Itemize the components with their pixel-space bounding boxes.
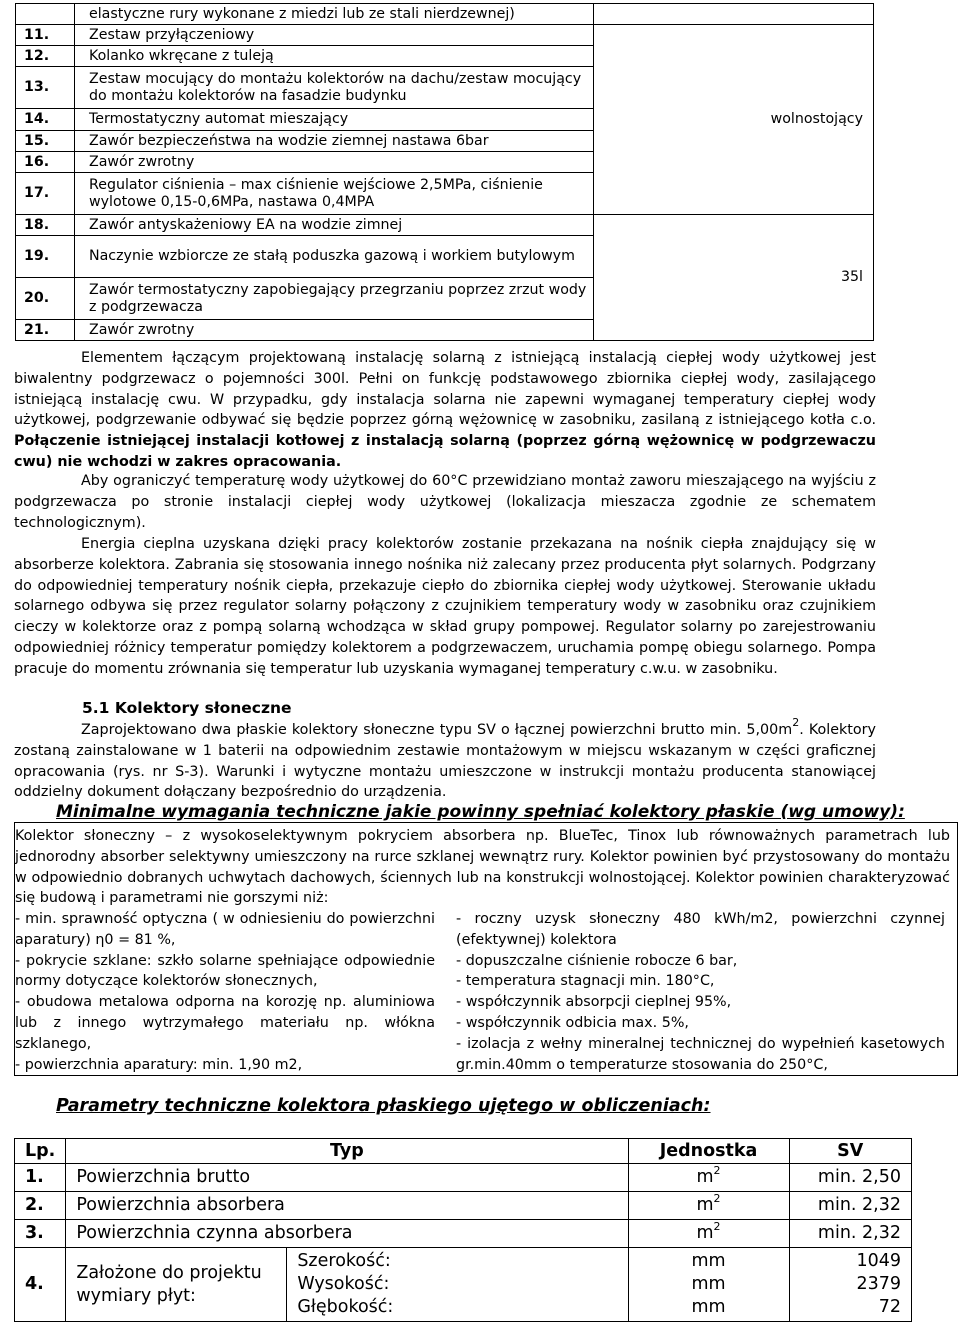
requirements-box bbox=[14, 822, 958, 1076]
dim-name: Głębokość: bbox=[297, 1297, 394, 1317]
row-description: elastyczne rury wykonane z miedzi lub ze stali nierdzewnej) bbox=[75, 4, 594, 25]
list-item: - pokrycie szklane: szkło solarne spełniające odpowiednie normy dotyczące kolektorów słonecznych, bbox=[15, 952, 435, 990]
row-number: 14. bbox=[16, 109, 75, 131]
parameters-heading: Parametry techniczne kolektora płaskiego ujętego w obliczeniach: bbox=[56, 1096, 711, 1116]
table-row bbox=[15, 1164, 912, 1192]
row-number: 17. bbox=[16, 173, 75, 215]
row-unit bbox=[628, 1220, 789, 1248]
header-jednostka: Jednostka bbox=[628, 1139, 789, 1164]
unit-text: m bbox=[696, 1223, 714, 1243]
equipment-list-table bbox=[15, 3, 874, 341]
row-sv: min. 2,32 bbox=[789, 1192, 911, 1220]
table-row bbox=[16, 215, 874, 236]
row-typ: Założone do projektu wymiary płyt: bbox=[66, 1248, 287, 1322]
vessel-value bbox=[594, 215, 874, 341]
requirements-heading: Minimalne wymagania techniczne jakie powinny spełniać kolektory płaskie (wg umowy): bbox=[56, 802, 905, 822]
requirements-intro: Kolektor słoneczny – z wysokoselektywnym pokryciem absorbera np. BlueTec, Tinox lub równoważnych parametrach lub jednorodny absorber selektywny umieszczony na rurce szklanej wewnątrz rury. Kolektor powinien być przystosowany do montażu w odpowiednio dobranych uchwytach dachowych, ściennych lub na konstrukcji wolnostojącej. Kolektor powinien charakteryzować się budową i parametrami nie gorszymi niż: bbox=[15, 828, 950, 907]
superscript: 2 bbox=[713, 1192, 721, 1205]
row-number: 20. bbox=[16, 278, 75, 320]
list-item: - roczny uzysk słoneczny 480 kWh/m2, powierzchni czynnej (efektywnej) kolektora bbox=[456, 911, 945, 948]
row-typ: Powierzchnia czynna absorbera bbox=[66, 1220, 628, 1248]
table-row bbox=[15, 1192, 912, 1220]
dim-unit: mm bbox=[691, 1297, 726, 1317]
list-item: - dopuszczalne ciśnienie robocze 6 bar, bbox=[456, 952, 738, 969]
dimension-values bbox=[789, 1248, 911, 1322]
table-row bbox=[16, 4, 874, 25]
requirements-right-column bbox=[456, 909, 945, 1075]
list-item: - temperatura stagnacji min. 180°C, bbox=[456, 973, 715, 990]
row-description: Zawór zwrotny bbox=[75, 152, 594, 173]
row-description: Kolanko wkręcane z tuleją bbox=[75, 46, 594, 67]
list-item: - obudowa metalowa odporna na korozję np. aluminiowa lub z innego wytrzymałego materiału np. włókna szklanego, bbox=[15, 994, 435, 1052]
row-number: 15. bbox=[16, 131, 75, 152]
list-item: - współczynnik absorpcji cieplnej 95%, bbox=[456, 994, 732, 1011]
dim-value: 2379 bbox=[856, 1274, 901, 1294]
paragraph-solar-control: Energia cieplna uzyskana dzięki pracy kolektorów zostanie przekazana na nośnik ciepła znajdujący się w absorberze kolektora. Zabrania się stosowania innego nośnika niż zalecany przez producenta płyt solarnych. Podgrzany do odpowiedniej temperatury nośnik ciepła, przekazuje ciepło do zbiornika ciepłej wody użytkowej. Sterowanie układu solarnego odbywa się przez regulator solarny połączony z czujnikiem temperatury wody w zasobniku oraz czujnikiem cieczy w kolektorze oraz z pompą solarną wchodząca w skład grupy pompowej. Regulator solarny po zarejestrowaniu odpowiedniej różnicy temperatur pomiędzy kolektorem a podgrzewaczem, uruchamia pompę obiegu solarnego. Pompa pracuje do momentu zrównania się temperatur lub uzyskania wymaganej temperatury c.w.u. w zasobniku. bbox=[14, 536, 876, 677]
row-number: 16. bbox=[16, 152, 75, 173]
row-unit bbox=[628, 1164, 789, 1192]
row-description: Termostatyczny automat mieszający bbox=[75, 109, 594, 131]
paragraph-text: . Kolektory zostaną zainstalowane w 1 baterii na odpowiednim zestawie montażowym w miejscu wskazanym w części graficznej opracowania (rys. nr S-3). Warunki i wytyczne montażu umieszczone w instrukcji montażu producenta stanowiącej oddzielny dokument dołączany bezpośrednio do urządzenia. bbox=[14, 722, 876, 801]
row-description: Regulator ciśnienia – max ciśnienie wejściowe 2,5MPa, ciśnienie wylotowe 0,15-0,6MPa, nastawa 0,4MPA bbox=[75, 173, 594, 215]
dim-unit: mm bbox=[691, 1274, 726, 1294]
value-wolnostojacy: wolnostojący bbox=[770, 111, 863, 127]
row-description: Zawór bezpieczeństwa na wodzie ziemnej nastawa 6bar bbox=[75, 131, 594, 152]
row-number: 21. bbox=[16, 320, 75, 341]
unit-text: m bbox=[696, 1195, 714, 1215]
section-number: 5.1 bbox=[82, 699, 110, 717]
row-description: Naczynie wzbiorcze ze stałą poduszka gazową i workiem butylowym bbox=[75, 236, 594, 278]
row-lp: 3. bbox=[15, 1220, 66, 1248]
row-number: 12. bbox=[16, 46, 75, 67]
row-number: 18. bbox=[16, 215, 75, 236]
dimension-units bbox=[628, 1248, 789, 1322]
table-header-row bbox=[15, 1139, 912, 1164]
table-row-dimensions bbox=[15, 1248, 912, 1322]
superscript: 2 bbox=[792, 716, 800, 729]
list-item: - powierzchnia aparatury: min. 1,90 m2, bbox=[15, 1056, 303, 1073]
header-sv: SV bbox=[789, 1139, 911, 1164]
paragraph-collectors bbox=[14, 716, 876, 803]
paragraph-mixing-valve: Aby ograniczyć temperaturę wody użytkowej do 60°C przewidziano montaż zaworu mieszającego na wyjściu z podgrzewacza po stronie instalacji ciepłej wody użytkowej (lokalizacja mieszacza zgodnie ze schematem technologicznym). bbox=[14, 473, 876, 531]
dim-value: 72 bbox=[878, 1297, 901, 1317]
paragraph-bold-note: Połączenie istniejącej instalacji kotłowej z instalacją solarną (poprzez górną wężownicę w podgrzewaczu cwu) nie wchodzi w zakres opracowania. bbox=[14, 433, 876, 470]
paragraph-text: Elementem łączącym projektowaną instalację solarną z istniejącą instalacją ciepłej wody użytkowej jest biwalentny podgrzewacz o pojemności 300l. Pełni on funkcję podstawowego zbiornika ciepłej wody, zasilającego istniejącą instalację cwu. W przypadku, gdy instalacja solarna nie zapewni wymaganej temperatury ciepłej wody użytkowej, podgrzewanie odbywać się będzie poprzez górną wężownicę w zasobniku, zasilaną z istniejącego kotła c.o. bbox=[14, 350, 876, 429]
table-row bbox=[15, 1220, 912, 1248]
row-lp: 2. bbox=[15, 1192, 66, 1220]
row-description: Zawór zwrotny bbox=[75, 320, 594, 341]
dim-name: Szerokość: bbox=[297, 1251, 391, 1271]
row-description: Zestaw przyłączeniowy bbox=[75, 25, 594, 46]
mounting-value bbox=[594, 25, 874, 215]
superscript: 2 bbox=[713, 1164, 721, 1177]
dim-name: Wysokość: bbox=[297, 1274, 390, 1294]
header-typ: Typ bbox=[66, 1139, 628, 1164]
row-typ: Powierzchnia absorbera bbox=[66, 1192, 628, 1220]
section-heading bbox=[82, 699, 292, 717]
row-number bbox=[16, 4, 75, 25]
parameters-table bbox=[14, 1138, 912, 1322]
paragraph-connection bbox=[14, 348, 876, 473]
unit-text: m bbox=[696, 1167, 714, 1187]
header-lp: Lp. bbox=[15, 1139, 66, 1164]
row-lp: 4. bbox=[15, 1248, 66, 1322]
row-sv: min. 2,32 bbox=[789, 1220, 911, 1248]
section-title: Kolektory słoneczne bbox=[114, 699, 292, 717]
list-item: - współczynnik odbicia max. 5%, bbox=[456, 1014, 689, 1031]
superscript: 2 bbox=[713, 1220, 721, 1233]
dim-unit: mm bbox=[691, 1251, 726, 1271]
dim-value: 1049 bbox=[856, 1251, 901, 1271]
requirements-left-column bbox=[15, 909, 435, 1075]
dimension-names bbox=[287, 1248, 628, 1322]
list-item: - izolacja z wełny mineralnej technicznej do wypełnień kasetowych gr.min.40mm o temperaturze stosowania do 250°C, bbox=[456, 1035, 945, 1073]
table-row bbox=[16, 25, 874, 46]
row-description: Zestaw mocujący do montażu kolektorów na dachu/zestaw mocujący do montażu kolektorów na fasadzie budynku bbox=[75, 67, 594, 109]
row-description: Zawór antyskażeniowy EA na wodzie zimnej bbox=[75, 215, 594, 236]
paragraph-text: Zaprojektowano dwa płaskie kolektory słoneczne typu SV o łącznej powierzchni brutto min. 5,00m bbox=[81, 722, 793, 738]
row-number: 13. bbox=[16, 67, 75, 109]
list-item: - min. sprawność optyczna ( w odniesieniu do powierzchni aparatury) η0 = 81 %, bbox=[15, 911, 435, 948]
row-unit bbox=[628, 1192, 789, 1220]
row-description: Zawór termostatyczny zapobiegający przegrzaniu poprzez zrzut wody z podgrzewacza bbox=[75, 278, 594, 320]
row-sv: min. 2,50 bbox=[789, 1164, 911, 1192]
row-number: 11. bbox=[16, 25, 75, 46]
value-35l: 35l bbox=[841, 269, 863, 285]
row-number: 19. bbox=[16, 236, 75, 278]
row-lp: 1. bbox=[15, 1164, 66, 1192]
row-typ: Powierzchnia brutto bbox=[66, 1164, 628, 1192]
